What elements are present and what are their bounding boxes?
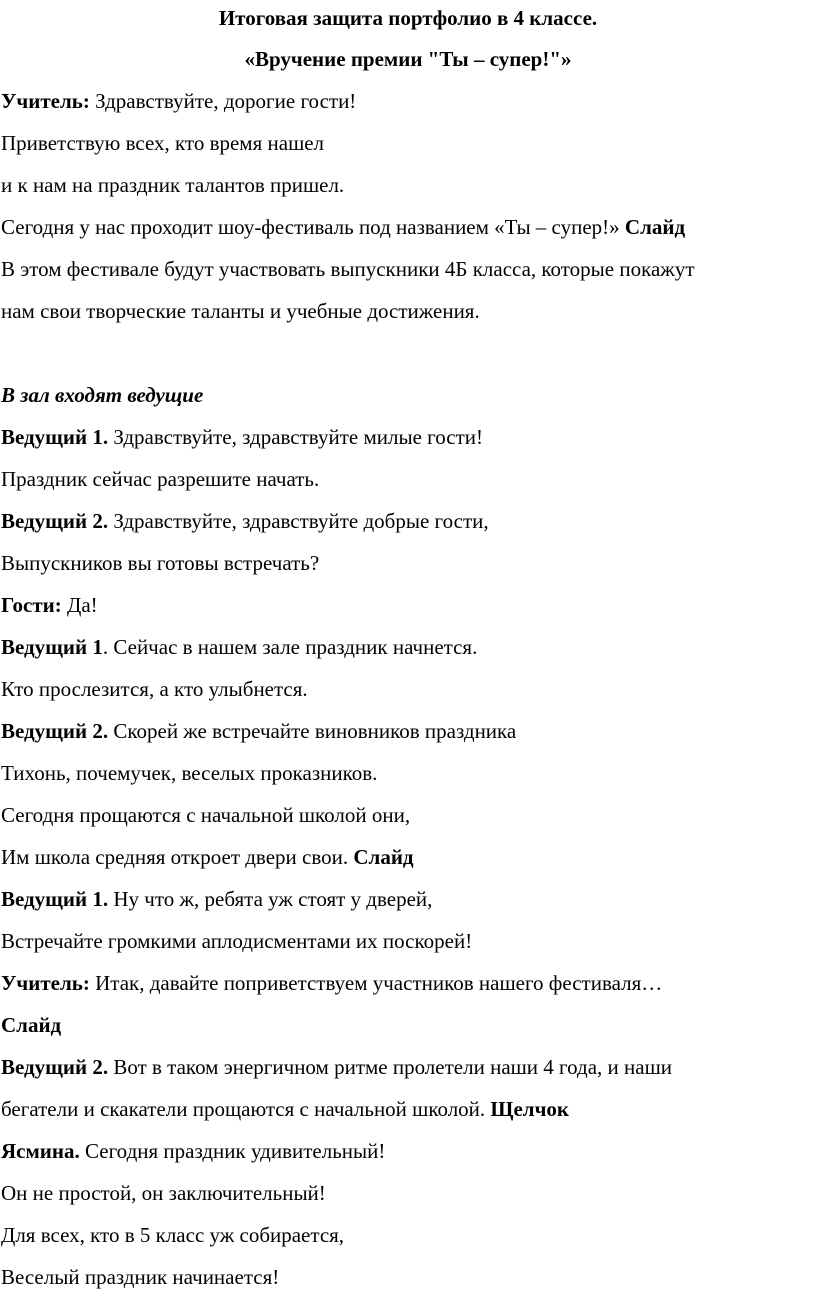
click-cue: Щелчок	[490, 1097, 570, 1121]
script-line	[1, 803, 410, 829]
script-line	[1, 677, 308, 703]
line-text: нам свои творческие таланты и учебные достижения.	[1, 299, 480, 323]
script-line	[1, 467, 319, 493]
line-text: . Сейчас в нашем зале праздник начнется.	[102, 635, 478, 659]
script-line	[1, 593, 98, 619]
script-line	[1, 551, 319, 577]
line-text: Тихонь, почемучек, веселых проказников.	[1, 761, 378, 785]
speaker-label: Гости:	[1, 593, 62, 617]
line-text: В этом фестивале будут участвовать выпускники 4Б класса, которые покажут	[1, 257, 695, 281]
line-text: Сегодня праздник удивительный!	[79, 1139, 386, 1163]
line-text: Здравствуйте, здравствуйте добрые гости,	[108, 509, 489, 533]
script-line	[1, 1223, 344, 1249]
line-text: Праздник сейчас разрешите начать.	[1, 467, 320, 491]
script-line	[1, 1097, 569, 1123]
script-line	[1, 887, 432, 913]
speaker-label: Ведущий 2.	[1, 1055, 109, 1079]
speaker-label: Ясмина.	[1, 1139, 80, 1163]
line-text: Приветствую всех, кто время нашел	[1, 131, 325, 155]
line-text: Итак, давайте поприветствуем участников нашего фестиваля…	[89, 971, 663, 995]
line-text: Скорей же встречайте виновников праздника	[108, 719, 517, 743]
line-text: Выпускников вы готовы встречать?	[1, 551, 320, 575]
line-text: Кто прослезится, а кто улыбнется.	[1, 677, 308, 701]
document-title: Итоговая защита портфолио в 4 классе.	[218, 6, 598, 30]
script-line	[1, 1181, 326, 1207]
script-line	[1, 1055, 672, 1081]
speaker-label: Ведущий 1.	[1, 425, 109, 449]
speaker-label: Ведущий 1.	[1, 887, 109, 911]
script-line	[1, 845, 414, 871]
script-line	[1, 257, 695, 283]
script-line	[1, 1265, 279, 1291]
line-text: Вот в таком энергичном ритме пролетели наши 4 года, и наши	[108, 1055, 672, 1079]
line-text: Им школа средняя откроет двери свои.	[1, 845, 354, 869]
speaker-label: Ведущий 1	[1, 635, 103, 659]
line-text: Для всех, кто в 5 класс уж собирается,	[1, 1223, 345, 1247]
script-line	[1, 299, 480, 325]
line-text: Ну что ж, ребята уж стоят у дверей,	[108, 887, 433, 911]
line-text: Он не простой, он заключительный!	[1, 1181, 326, 1205]
line-text: Здравствуйте, здравствуйте милые гости!	[108, 425, 484, 449]
script-line	[1, 761, 377, 787]
speaker-label: Учитель:	[1, 89, 90, 113]
script-line	[1, 215, 685, 241]
slide-cue: Слайд	[353, 845, 414, 869]
script-line	[1, 971, 662, 997]
line-text: Сегодня у нас проходит шоу-фестиваль под названием «Ты – супер!»	[1, 215, 625, 239]
line-text: Да!	[61, 593, 98, 617]
line-text: Здравствуйте, дорогие гости!	[89, 89, 357, 113]
script-line	[1, 425, 483, 451]
script-line	[1, 1139, 385, 1165]
line-text: бегатели и скакатели прощаются с начальной школой.	[1, 1097, 491, 1121]
script-line	[1, 509, 489, 535]
script-line	[1, 89, 356, 115]
document-subtitle: «Вручение премии "Ты – супер!"»	[244, 47, 572, 71]
script-line	[1, 173, 344, 199]
slide-cue: Слайд	[624, 215, 686, 239]
script-line	[1, 131, 324, 157]
speaker-label: Учитель:	[1, 971, 90, 995]
script-line	[1, 719, 516, 745]
stage-direction: В зал входят ведущие	[1, 383, 204, 407]
speaker-label: Ведущий 2.	[1, 719, 109, 743]
line-text: Веселый праздник начинается!	[1, 1265, 280, 1289]
line-text: Встречайте громкими аплодисментами их поскорей!	[1, 929, 473, 953]
script-line	[1, 635, 477, 661]
line-text: и к нам на праздник талантов пришел.	[1, 173, 345, 197]
speaker-label: Ведущий 2.	[1, 509, 109, 533]
script-line	[1, 929, 472, 955]
line-text: Сегодня прощаются с начальной школой они,	[1, 803, 411, 827]
slide-cue: Слайд	[1, 1013, 62, 1037]
